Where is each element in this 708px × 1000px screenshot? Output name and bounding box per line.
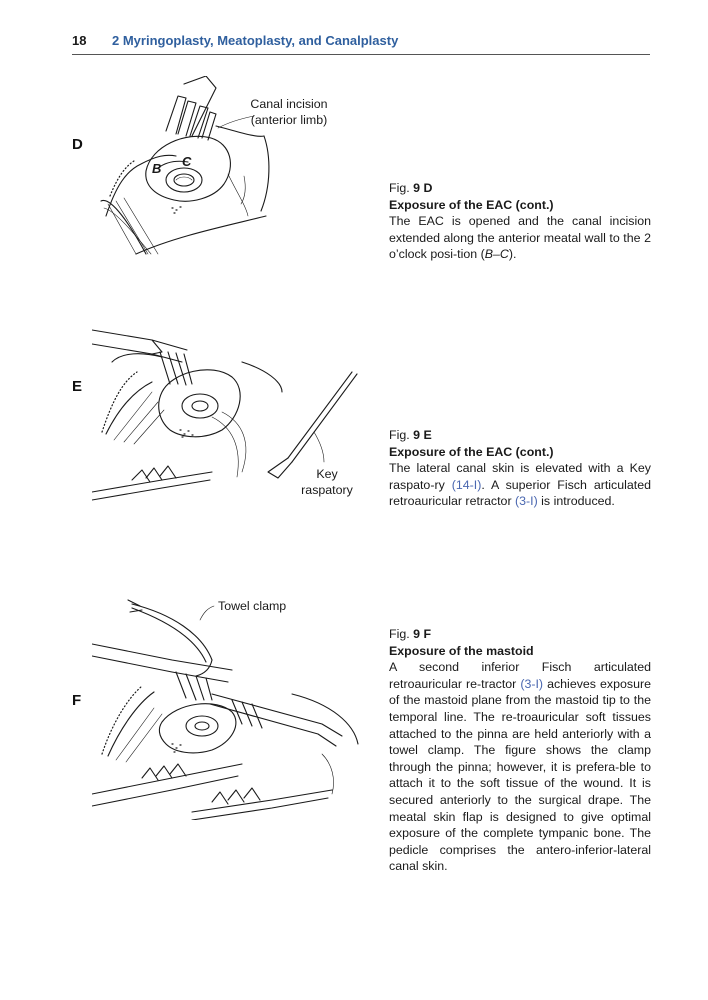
retractor-inferior-f <box>92 764 242 794</box>
label-canal-incision: Canal incision (anterior limb) <box>250 97 328 127</box>
page-header <box>72 33 650 55</box>
label-towel-clamp: Towel clamp <box>218 599 287 613</box>
fig-number-9e: Fig. 9 E <box>389 428 432 442</box>
svg-text:C: C <box>182 154 192 169</box>
fig-number-9d: Fig. 9 D <box>389 181 433 195</box>
fig-title-9d: Exposure of the EAC (cont.) <box>389 197 554 212</box>
svg-text:B: B <box>152 161 162 176</box>
illustration-f <box>92 594 364 820</box>
caption-9d <box>389 180 651 263</box>
retractor-superior <box>92 330 162 354</box>
fig-body-9e: The lateral canal skin is elevated with a Key raspato-ry (14-I). A superior Fisch articulated retroauricular retractor (3-I) is introduced. <box>389 461 652 509</box>
drape-edge <box>106 155 176 216</box>
fig-title-9e: Exposure of the EAC (cont.) <box>389 444 554 459</box>
fig-body-9f: A second inferior Fisch articulated retroauricular re-tractor (3-I) achieves exposure of the mastoid plane from the mastoid tip to the temporal line. The re-troauricular soft tissues attached to the pinna are held anteriorly with a towel clamp. The figure shows the clamp through the pinna; however, it is prefera-ble to attach it to the soft tissue of the wound. It is secured anteriorly to the surgical drape. The meatal skin flap is designed to give optimal exposure of the complete tympanic bone. The pedicle comprises the antero-inferior-lateral canal skin. <box>389 660 651 874</box>
caption-9e <box>389 427 651 510</box>
fig-body-9d: The EAC is opened and the canal incision extended along the anterior meatal wall to the 2 o’clock posi-tion (B–C). <box>389 214 651 262</box>
fig-number-9f: Fig. 9 F <box>389 627 432 641</box>
panel-letter-d: D <box>72 136 83 153</box>
panel-letter-f: F <box>72 692 82 709</box>
retractor-inferior <box>92 472 212 492</box>
header-rule <box>72 54 650 55</box>
fig-title-9f: Exposure of the mastoid <box>389 643 534 658</box>
caption-9f <box>389 626 651 875</box>
chapter-title: 2 Myringoplasty, Meatoplasty, and Canalplasty <box>112 33 399 48</box>
key-raspatory <box>292 374 357 462</box>
panel-letter-e: E <box>72 378 83 395</box>
label-key-raspatory: Key raspatory <box>301 467 353 497</box>
page-number: 18 <box>72 33 87 48</box>
